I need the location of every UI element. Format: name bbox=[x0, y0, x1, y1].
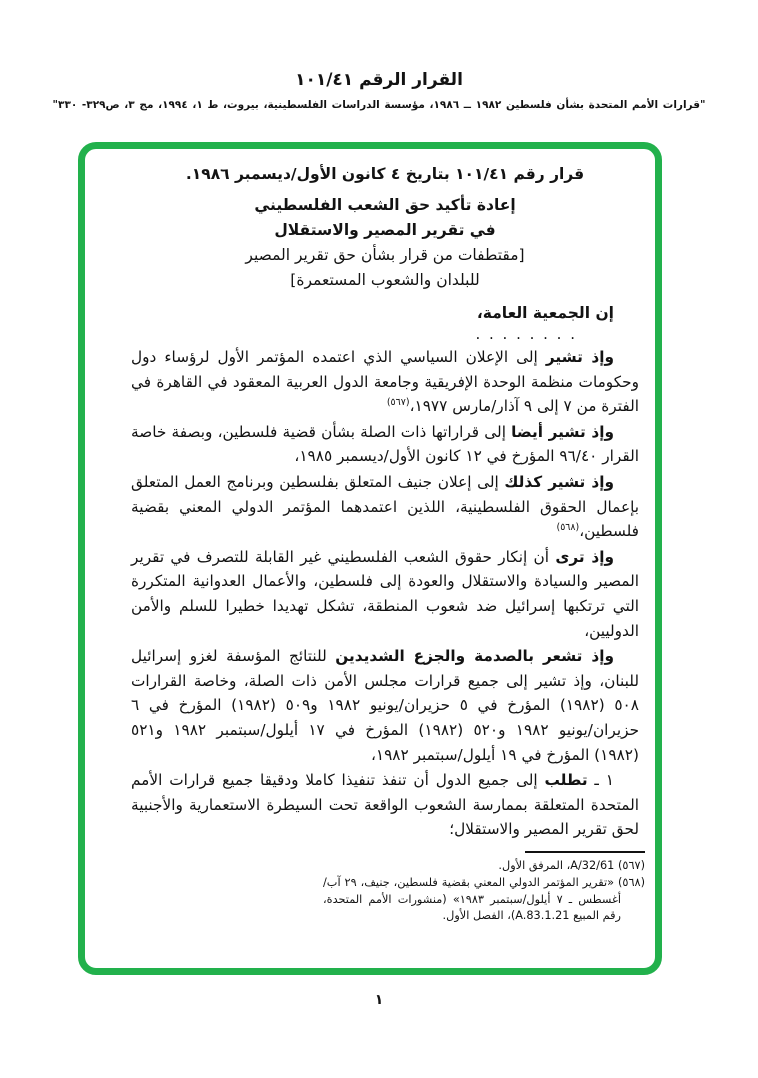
resolution-title-line-1: إعادة تأكيد حق الشعب الفلسطيني bbox=[254, 196, 516, 214]
footnote-ref-567: (٥٦٧) bbox=[386, 397, 410, 409]
paragraph-text: أن إنكار حقوق الشعب الفلسطيني غير القابلة للتصرف في تقرير المصير والسيادة والاستقلال والعودة إلى فلسطين، والأعمال العدوانية المتكررة التي ترتكبها إسرائيل ضد شعوب المنطقة، تشكل تهديدا خطيرا للسلم والأمن الدوليين، bbox=[131, 547, 639, 640]
paragraph-lead: تطلب bbox=[544, 771, 588, 790]
footnote-marker: (٥٦٧) bbox=[617, 858, 645, 872]
assembly-opening: إن الجمعية العامة، bbox=[476, 304, 614, 322]
resolution-number-title: القرار الرقم ١٠١/٤١ bbox=[295, 70, 463, 90]
paragraph-text: إلى قراراتها ذات الصلة بشأن قضية فلسطين، وبصفة خاصة القرار ٩٦/٤٠ المؤرخ في ١٢ كانون الأول/ديسمبر ١٩٨٥، bbox=[131, 422, 639, 466]
paragraph-text: إلى إعلان جنيف المتعلق بفلسطين وبرنامج العمل المتعلق بإعمال الحقوق الفلسطينية، اللذين اعتمدهما المؤتمر الدولي المعني بقضية فلسطين، bbox=[131, 472, 639, 541]
footnote-568 bbox=[323, 875, 645, 925]
preamble-paragraph-3 bbox=[131, 470, 639, 544]
paragraph-lead: وإذ ترى bbox=[555, 547, 614, 566]
paragraph-lead: وإذ تشير أيضا bbox=[511, 422, 614, 441]
footnote-text: A/32/61، المرفق الأول. bbox=[498, 858, 618, 872]
resolution-subtitle-line-1: [مقتطفات من قرار بشأن حق تقرير المصير bbox=[245, 246, 525, 264]
omission-dots: . . . . . . . . bbox=[475, 325, 577, 343]
resolution-subtitle-line-2: للبلدان والشعوب المستعمرة] bbox=[290, 271, 480, 289]
preamble-paragraph-2 bbox=[131, 420, 639, 469]
footnote-ref-568: (٥٦٨) bbox=[556, 522, 580, 534]
paragraph-lead: وإذ تشعر بالصدمة والجزع الشديدين bbox=[335, 647, 614, 666]
page-header bbox=[0, 70, 758, 111]
paragraph-lead: وإذ تشير bbox=[545, 348, 615, 366]
resolution-frame bbox=[78, 142, 662, 975]
resolution-title-line-2: في تقرير المصير والاستقلال bbox=[274, 221, 496, 239]
footnote-567 bbox=[323, 858, 645, 875]
clause-number: ١ ـ bbox=[587, 771, 614, 790]
preamble-paragraph-5 bbox=[131, 644, 639, 767]
preamble-paragraph-4 bbox=[131, 545, 639, 643]
paragraph-text: إلى جميع الدول أن تنفذ تنفيذا كاملا ودقيقا جميع قرارات الأمم المتحدة المتعلقة بممارسة الشعوب الواقعة تحت السيطرة الاستعمارية والأجنبية لحق تقرير المصير والاستقلال؛ bbox=[131, 771, 639, 839]
operative-paragraph-1 bbox=[131, 768, 639, 842]
paragraph-lead: وإذ تشير كذلك bbox=[504, 472, 614, 491]
footnotes-block bbox=[323, 858, 645, 925]
footnote-separator bbox=[525, 851, 645, 853]
page-number: ١ bbox=[374, 992, 384, 1008]
paragraph-text: للنتائج المؤسفة لغزو إسرائيل للبنان، وإذ تشير إلى جميع قرارات مجلس الأمن ذات الصلة، وخاصة القرارات ٥٠٨ (١٩٨٢) المؤرخ في ٥ حزيران/يونيو ١٩٨٢ و٥٠٩ (١٩٨٢) المؤرخ في ٦ حزيران/يونيو ١٩٨٢ و٥٢٠ (١٩٨٢) المؤرخ في ١٧ أيلول/سبتمبر ١٩٨٢ و٥٢١ (١٩٨٢) المؤرخ في ١٩ أيلول/سبتمبر ١٩٨٢، bbox=[131, 647, 640, 764]
source-citation: "قرارات الأمم المتحدة بشأن فلسطين ١٩٨٢ ــ ١٩٨٦، مؤسسة الدراسات الفلسطينية، بيروت، ط ١، ١٩٩٤، مج ٣، ص٣٢٩- ٣٣٠" bbox=[52, 99, 706, 111]
paragraph-text: إلى الإعلان السياسي الذي اعتمده المؤتمر الأول لرؤساء دول وحكومات منظمة الوحدة الإفريقية وجامعة الدول العربية المعقود في القاهرة في الفترة من ٧ إلى ٩ آذار/مارس ١٩٧٧، bbox=[131, 348, 639, 416]
footnote-marker: (٥٦٨) bbox=[617, 876, 646, 890]
preamble-paragraph-1 bbox=[131, 345, 639, 419]
footnote-text: «تقرير المؤتمر الدولي المعني بقضية فلسطين، جنيف، ٢٩ آب/أغسطس ـ ٧ أيلول/سبتمبر ١٩٨٣» (منشورات الأمم المتحدة، رقم المبيع A.83.1.21)، الفصل الأول. bbox=[323, 876, 621, 923]
resolution-heading: قرار رقم ١٠١/٤١ بتاريخ ٤ كانون الأول/ديسمبر ١٩٨٦. bbox=[185, 165, 585, 183]
